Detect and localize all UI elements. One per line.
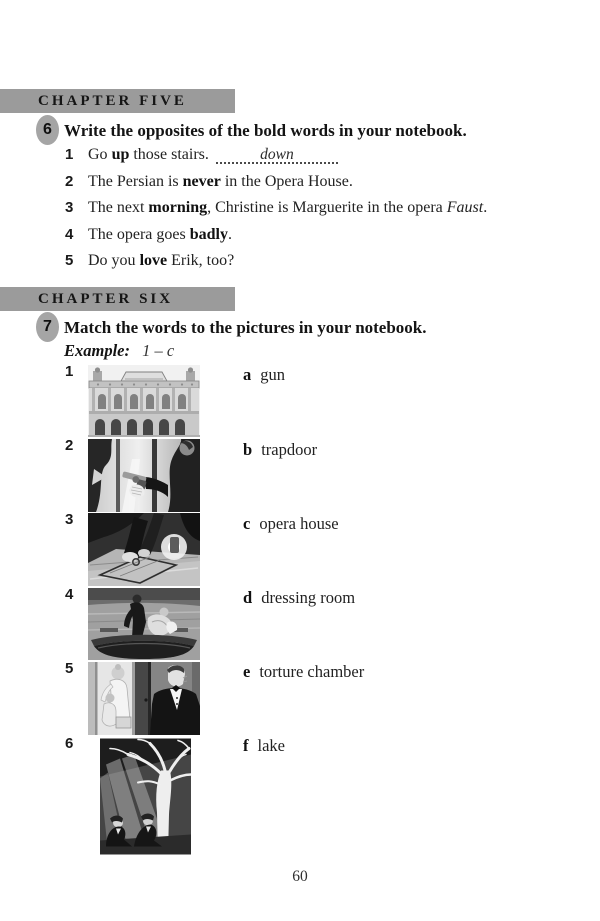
- picture-3-number: 3: [65, 511, 74, 528]
- chapter-six-header-label: CHAPTER SIX: [38, 290, 174, 307]
- question-2-number: 2: [65, 172, 74, 190]
- option-f-label: lake: [257, 736, 285, 755]
- answer-blank: [216, 147, 338, 164]
- exercise-6-title: Write the opposites of the bold words in your notebook.: [64, 121, 467, 140]
- option-e: [243, 662, 364, 682]
- page-number: 60: [292, 868, 308, 885]
- chapter-six-header-bar: [0, 287, 235, 311]
- question-item-2: [65, 169, 590, 196]
- option-d-letter: d: [243, 588, 253, 607]
- option-b-letter: b: [243, 440, 253, 459]
- example-answer: 1 – c: [142, 341, 175, 360]
- question-item-4: [65, 222, 590, 249]
- option-f: [243, 736, 285, 756]
- chapter-five-header-label: CHAPTER FIVE: [38, 92, 187, 109]
- question-item-3: [65, 195, 590, 222]
- question-item-1: [65, 142, 590, 169]
- exercise-7-number-badge: 7: [36, 312, 59, 342]
- example-line: [64, 341, 174, 361]
- option-d: [243, 588, 355, 608]
- picture-1-number: 1: [65, 363, 74, 380]
- woman-in-dressing-room-watched-by-man-illustration: [88, 662, 200, 735]
- exercise-6-number-badge: 6: [36, 115, 59, 145]
- picture-4-number: 4: [65, 586, 74, 603]
- option-c-label: opera house: [259, 514, 339, 533]
- question-3-number: 3: [65, 199, 74, 217]
- exercise-6-question-list: [65, 142, 590, 275]
- option-e-label: torture chamber: [259, 662, 365, 681]
- option-d-label: dressing room: [261, 588, 356, 607]
- question-1-text: Go up those stairs. down: [88, 142, 338, 169]
- option-a-letter: a: [243, 365, 252, 384]
- handwritten-answer: down: [260, 146, 294, 163]
- question-1-number: 1: [65, 146, 74, 163]
- question-4-number: 4: [65, 225, 74, 243]
- man-firing-gun-through-doorway-illustration: [88, 439, 200, 512]
- question-3-text: The next morning, Christine is Marguerite in the opera Faust.: [88, 199, 488, 217]
- chapter-five-header-bar: [0, 89, 235, 113]
- option-a-label: gun: [260, 365, 285, 384]
- book-title-faust: Faust: [446, 199, 484, 217]
- option-f-letter: f: [243, 736, 249, 755]
- option-b: [243, 440, 317, 460]
- question-2-text: The Persian is never in the Opera House.: [88, 172, 353, 190]
- question-5-number: 5: [65, 252, 74, 270]
- picture-2-number: 2: [65, 437, 74, 454]
- option-b-label: trapdoor: [261, 440, 318, 459]
- question-5-text: Do you love Erik, too?: [88, 252, 235, 270]
- picture-6-number: 6: [65, 735, 74, 752]
- option-c-letter: c: [243, 514, 251, 533]
- question-item-5: [65, 248, 590, 275]
- example-label: Example:: [64, 341, 130, 360]
- two-men-under-bare-tree-torture-chamber-illustration: [100, 738, 191, 855]
- option-a: [243, 365, 285, 385]
- picture-5-number: 5: [65, 660, 74, 677]
- question-4-text: The opera goes badly.: [88, 225, 232, 243]
- option-c: [243, 514, 339, 534]
- exercise-7-title: Match the words to the pictures in your notebook.: [64, 318, 427, 337]
- man-and-woman-in-boat-on-lake-illustration: [88, 588, 200, 660]
- option-e-letter: e: [243, 662, 251, 681]
- opera-house-facade-illustration: [88, 365, 200, 437]
- hands-opening-trapdoor-illustration: [88, 513, 200, 586]
